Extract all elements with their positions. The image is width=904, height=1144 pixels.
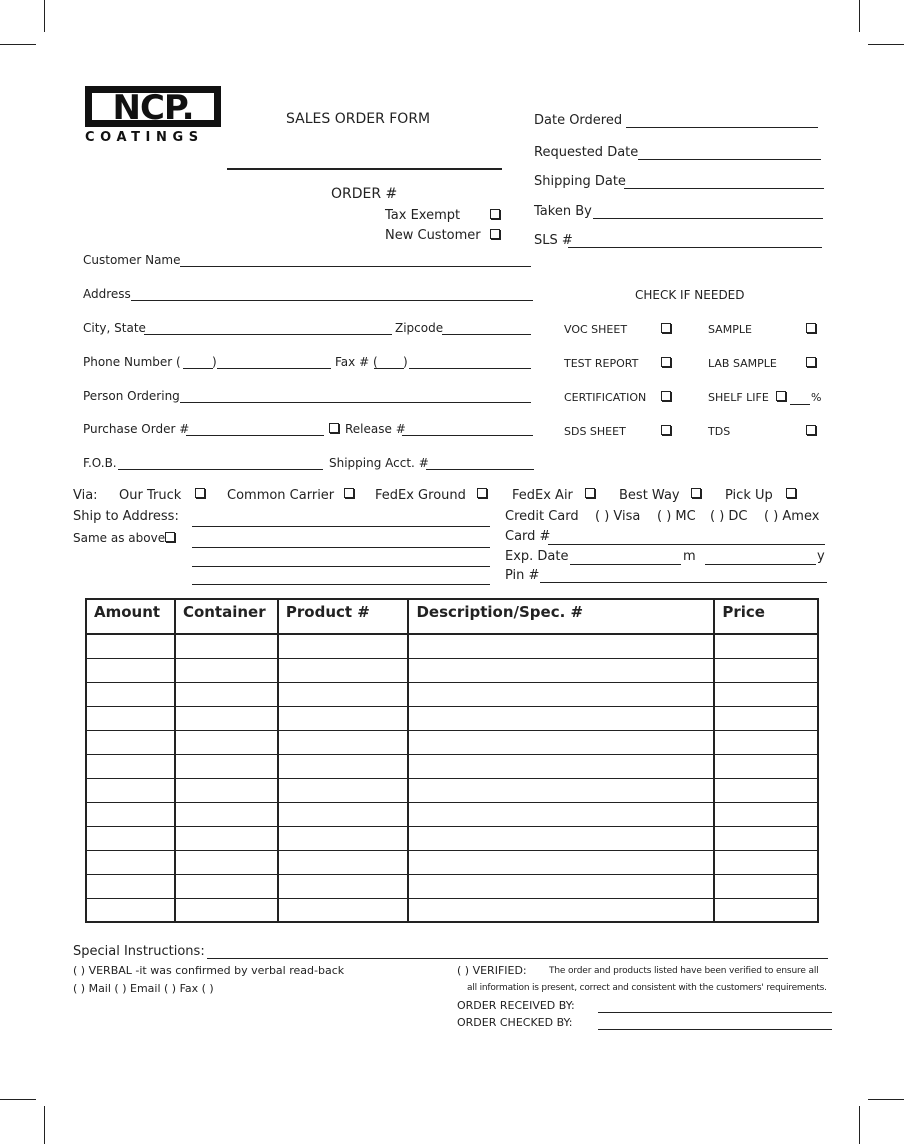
exp-year-suffix: y xyxy=(817,549,825,564)
exp-date-label: Exp. Date xyxy=(505,549,569,564)
shelf-life-percent-field[interactable] xyxy=(790,404,810,405)
table-row xyxy=(86,658,818,682)
shipping-date-label: Shipping Date xyxy=(534,174,626,189)
table-row xyxy=(86,706,818,730)
table-cell[interactable] xyxy=(175,634,278,658)
requested-date-field[interactable] xyxy=(638,159,821,160)
special-instructions-field[interactable] xyxy=(207,958,828,959)
fedex-ground-label: FedEx Ground xyxy=(375,488,466,503)
credit-card-label: Credit Card xyxy=(505,509,579,524)
certification-label: CERTIFICATION xyxy=(564,391,647,404)
table-cell[interactable] xyxy=(408,874,714,898)
fob-field[interactable] xyxy=(118,469,323,470)
table-row xyxy=(86,730,818,754)
our-truck-checkbox[interactable] xyxy=(195,488,205,498)
table-cell[interactable] xyxy=(175,706,278,730)
order-number-line[interactable] xyxy=(227,168,502,170)
ship-to-line-1[interactable] xyxy=(192,526,490,527)
table-cell[interactable] xyxy=(86,730,175,754)
sample-label: SAMPLE xyxy=(708,323,752,336)
table-cell[interactable] xyxy=(86,778,175,802)
logo-text: NCP. xyxy=(112,88,194,128)
col-header-price: Price xyxy=(714,599,818,634)
zipcode-label: Zipcode xyxy=(395,321,444,335)
table-cell[interactable] xyxy=(714,898,818,922)
ship-to-line-4[interactable] xyxy=(192,584,490,585)
verified-text-1: The order and products listed have been verified to ensure all xyxy=(549,966,819,976)
table-cell[interactable] xyxy=(714,754,818,778)
order-checked-label: ORDER CHECKED BY: xyxy=(457,1016,573,1029)
order-items-table xyxy=(85,598,819,923)
shelf-life-checkbox[interactable] xyxy=(776,391,786,401)
fax-label: Fax # ( xyxy=(335,355,378,369)
taken-by-field[interactable] xyxy=(593,218,823,219)
date-ordered-label: Date Ordered xyxy=(534,113,623,128)
taken-by-label: Taken By xyxy=(534,204,592,219)
via-label: Via: xyxy=(73,488,98,503)
logo-subtext: COATINGS xyxy=(85,130,204,145)
table-cell[interactable] xyxy=(86,682,175,706)
common-carrier-checkbox[interactable] xyxy=(344,488,354,498)
table-row xyxy=(86,634,818,658)
crop-mark xyxy=(0,1099,36,1100)
table-cell[interactable] xyxy=(175,802,278,826)
shelf-life-label: SHELF LIFE xyxy=(708,391,769,404)
crop-mark xyxy=(859,1106,860,1144)
purchase-order-label: Purchase Order # xyxy=(83,422,190,436)
test-report-label: TEST REPORT xyxy=(564,357,639,370)
table-cell[interactable] xyxy=(175,658,278,682)
table-cell[interactable] xyxy=(175,682,278,706)
ship-to-line-2[interactable] xyxy=(192,547,490,548)
table-row xyxy=(86,898,818,922)
address-label: Address xyxy=(83,287,131,301)
verified-label[interactable]: ( ) VERIFIED: xyxy=(457,964,527,977)
phone-field[interactable] xyxy=(217,368,331,369)
new-customer-label: New Customer xyxy=(385,228,481,243)
test-report-checkbox[interactable] xyxy=(661,357,671,367)
table-cell[interactable] xyxy=(278,802,409,826)
crop-mark xyxy=(868,44,904,45)
amex-option[interactable]: ( ) Amex xyxy=(764,509,820,524)
table-cell[interactable] xyxy=(408,730,714,754)
table-row xyxy=(86,874,818,898)
pick-up-checkbox[interactable] xyxy=(786,488,796,498)
zipcode-field[interactable] xyxy=(442,334,531,335)
exp-month-field[interactable] xyxy=(570,564,681,565)
verbal-confirmation[interactable]: ( ) VERBAL -it was confirmed by verbal read-back xyxy=(73,964,345,977)
customer-name-label: Customer Name xyxy=(83,253,181,267)
sls-label: SLS # xyxy=(534,233,573,248)
table-cell[interactable] xyxy=(86,802,175,826)
fob-label: F.O.B. xyxy=(83,456,117,470)
order-number-label: ORDER # xyxy=(331,186,398,202)
order-received-label: ORDER RECEIVED BY: xyxy=(457,999,575,1012)
sds-sheet-label: SDS SHEET xyxy=(564,425,626,438)
table-cell[interactable] xyxy=(175,874,278,898)
mc-option[interactable]: ( ) MC xyxy=(657,509,696,524)
table-row xyxy=(86,754,818,778)
fedex-ground-checkbox[interactable] xyxy=(477,488,487,498)
sls-field[interactable] xyxy=(568,247,822,248)
table-cell[interactable] xyxy=(714,682,818,706)
phone-close: ) xyxy=(212,355,217,369)
table-cell[interactable] xyxy=(86,706,175,730)
exp-month-suffix: m xyxy=(683,549,696,564)
special-instructions-label: Special Instructions: xyxy=(73,944,205,959)
fedex-air-checkbox[interactable] xyxy=(585,488,595,498)
shipping-acct-field[interactable] xyxy=(426,469,534,470)
release-checkbox[interactable] xyxy=(329,423,339,433)
table-cell[interactable] xyxy=(714,826,818,850)
table-cell[interactable] xyxy=(175,826,278,850)
table-row xyxy=(86,826,818,850)
release-field[interactable] xyxy=(402,435,533,436)
shipping-date-field[interactable] xyxy=(624,188,824,189)
pin-label: Pin # xyxy=(505,568,540,583)
ship-to-line-3[interactable] xyxy=(192,566,490,567)
tds-checkbox[interactable] xyxy=(806,425,816,435)
table-cell[interactable] xyxy=(714,874,818,898)
tax-exempt-checkbox[interactable] xyxy=(490,209,500,219)
col-header-description: Description/Spec. # xyxy=(408,599,714,634)
col-header-amount: Amount xyxy=(86,599,175,634)
table-row xyxy=(86,850,818,874)
table-cell[interactable] xyxy=(408,682,714,706)
table-cell[interactable] xyxy=(714,730,818,754)
table-cell[interactable] xyxy=(278,826,409,850)
tds-label: TDS xyxy=(708,425,731,438)
table-cell[interactable] xyxy=(175,850,278,874)
tax-exempt-label: Tax Exempt xyxy=(385,208,461,223)
table-cell[interactable] xyxy=(175,778,278,802)
sample-checkbox[interactable] xyxy=(806,323,816,333)
table-cell[interactable] xyxy=(408,826,714,850)
table-cell[interactable] xyxy=(175,754,278,778)
fedex-air-label: FedEx Air xyxy=(512,488,573,503)
requested-date-label: Requested Date xyxy=(534,145,639,160)
table-cell[interactable] xyxy=(278,634,409,658)
crop-mark xyxy=(0,44,36,45)
city-state-label: City, State xyxy=(83,321,146,335)
table-cell[interactable] xyxy=(278,730,409,754)
date-ordered-field[interactable] xyxy=(626,127,818,128)
person-ordering-label: Person Ordering xyxy=(83,389,180,403)
table-cell[interactable] xyxy=(278,850,409,874)
certification-checkbox[interactable] xyxy=(661,391,671,401)
table-cell[interactable] xyxy=(86,634,175,658)
col-header-product: Product # xyxy=(278,599,409,634)
order-received-field[interactable] xyxy=(598,1012,832,1013)
table-cell[interactable] xyxy=(86,754,175,778)
percent-sign: % xyxy=(811,391,822,404)
dc-option[interactable]: ( ) DC xyxy=(710,509,748,524)
table-cell[interactable] xyxy=(278,898,409,922)
phone-label: Phone Number ( xyxy=(83,355,181,369)
company-logo xyxy=(85,86,221,127)
lab-sample-label: LAB SAMPLE xyxy=(708,357,777,370)
card-number-label: Card # xyxy=(505,529,551,544)
table-cell[interactable] xyxy=(86,874,175,898)
table-cell[interactable] xyxy=(408,754,714,778)
table-cell[interactable] xyxy=(408,706,714,730)
shipping-acct-label: Shipping Acct. # xyxy=(329,456,429,470)
table-cell[interactable] xyxy=(175,730,278,754)
crop-mark xyxy=(868,1099,904,1100)
lab-sample-checkbox[interactable] xyxy=(806,357,816,367)
table-cell[interactable] xyxy=(714,634,818,658)
table-cell[interactable] xyxy=(86,826,175,850)
phone-area-field[interactable] xyxy=(183,368,213,369)
address-field[interactable] xyxy=(131,300,533,301)
same-as-above-label: Same as above xyxy=(73,531,166,545)
table-row xyxy=(86,682,818,706)
table-cell[interactable] xyxy=(408,634,714,658)
table-cell[interactable] xyxy=(278,874,409,898)
verified-text-2: all information is present, correct and consistent with the customers' requirements. xyxy=(467,983,827,993)
fax-close: ) xyxy=(403,355,408,369)
exp-year-field[interactable] xyxy=(705,564,816,565)
purchase-order-field[interactable] xyxy=(186,435,324,436)
table-cell[interactable] xyxy=(278,682,409,706)
crop-mark xyxy=(44,0,45,32)
table-row xyxy=(86,778,818,802)
fax-field[interactable] xyxy=(409,368,531,369)
pick-up-label: Pick Up xyxy=(725,488,773,503)
common-carrier-label: Common Carrier xyxy=(227,488,335,503)
table-cell[interactable] xyxy=(714,802,818,826)
voc-sheet-checkbox[interactable] xyxy=(661,323,671,333)
same-as-above-checkbox[interactable] xyxy=(165,532,175,542)
table-cell[interactable] xyxy=(278,658,409,682)
customer-name-field[interactable] xyxy=(180,266,531,267)
table-cell[interactable] xyxy=(408,778,714,802)
card-number-field[interactable] xyxy=(548,544,825,545)
table-cell[interactable] xyxy=(86,850,175,874)
table-cell[interactable] xyxy=(408,898,714,922)
best-way-label: Best Way xyxy=(619,488,680,503)
table-cell[interactable] xyxy=(714,706,818,730)
crop-mark xyxy=(44,1106,45,1144)
our-truck-label: Our Truck xyxy=(119,488,182,503)
voc-sheet-label: VOC SHEET xyxy=(564,323,628,336)
crop-mark xyxy=(859,0,860,32)
form-title: SALES ORDER FORM xyxy=(286,111,431,127)
table-cell[interactable] xyxy=(278,706,409,730)
table-cell[interactable] xyxy=(86,658,175,682)
new-customer-checkbox[interactable] xyxy=(490,229,500,239)
table-cell[interactable] xyxy=(408,658,714,682)
check-if-needed-title: CHECK IF NEEDED xyxy=(635,288,745,302)
pin-field[interactable] xyxy=(540,582,827,583)
table-cell[interactable] xyxy=(278,754,409,778)
best-way-checkbox[interactable] xyxy=(691,488,701,498)
release-label: Release # xyxy=(345,422,406,436)
table-row xyxy=(86,802,818,826)
person-ordering-field[interactable] xyxy=(180,402,531,403)
table-body xyxy=(86,634,818,922)
table-cell[interactable] xyxy=(408,850,714,874)
mail-email-fax-options[interactable]: ( ) Mail ( ) Email ( ) Fax ( ) xyxy=(73,982,214,995)
ship-to-label: Ship to Address: xyxy=(73,509,179,524)
col-header-container: Container xyxy=(175,599,278,634)
table-cell[interactable] xyxy=(175,898,278,922)
order-checked-field[interactable] xyxy=(598,1029,832,1030)
table-cell[interactable] xyxy=(86,898,175,922)
table-header-row xyxy=(86,599,818,634)
sds-sheet-checkbox[interactable] xyxy=(661,425,671,435)
table-cell[interactable] xyxy=(714,658,818,682)
city-state-field[interactable] xyxy=(144,334,392,335)
table-cell[interactable] xyxy=(714,778,818,802)
fax-area-field[interactable] xyxy=(374,368,404,369)
table-cell[interactable] xyxy=(714,850,818,874)
table-cell[interactable] xyxy=(278,778,409,802)
visa-option[interactable]: ( ) Visa xyxy=(595,509,641,524)
table-cell[interactable] xyxy=(408,802,714,826)
